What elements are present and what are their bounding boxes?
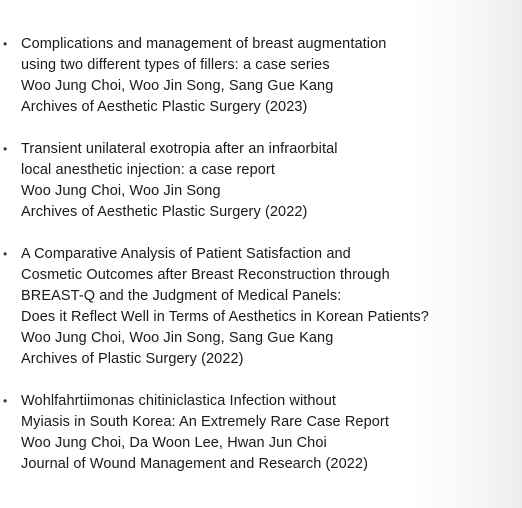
publication-authors: Woo Jung Choi, Woo Jin Song, Sang Gue Kang [21,78,334,94]
publication-item [0,34,522,118]
publication-title-line: BREAST-Q and the Judgment of Medical Panels: [21,288,342,304]
bullet-icon: • [3,247,8,261]
publication-authors: Woo Jung Choi, Woo Jin Song [21,183,221,199]
publication-title-line: A Comparative Analysis of Patient Satisfaction and [21,246,351,262]
publication-title-line: Transient unilateral exotropia after an infraorbital [21,141,338,157]
publication-title-line: using two different types of fillers: a case series [21,57,330,73]
bullet-icon: • [3,37,8,51]
publication-title-line: Myiasis in South Korea: An Extremely Rare Case Report [21,414,389,430]
bullet-icon: • [3,142,8,156]
publication-journal: Archives of Aesthetic Plastic Surgery (2022) [21,204,308,220]
publication-journal: Journal of Wound Management and Research (2022) [21,456,369,472]
publication-title-line: Wohlfahrtiimonas chitiniclastica Infection without [21,393,337,409]
publication-authors: Woo Jung Choi, Da Woon Lee, Hwan Jun Choi [21,435,327,451]
publication-item [0,139,522,223]
publication-title-line: Cosmetic Outcomes after Breast Reconstruction through [21,267,390,283]
publication-journal: Archives of Aesthetic Plastic Surgery (2023) [21,99,308,115]
bullet-icon: • [3,394,8,408]
publication-title-line: Complications and management of breast augmentation [21,36,387,52]
publication-item [0,244,522,370]
publication-item [0,391,522,475]
publication-authors: Woo Jung Choi, Woo Jin Song, Sang Gue Kang [21,330,334,346]
publication-journal: Archives of Plastic Surgery (2022) [21,351,244,367]
publication-list [0,34,522,496]
publication-title-line: local anesthetic injection: a case report [21,162,275,178]
publication-title-line: Does it Reflect Well in Terms of Aesthetics in Korean Patients? [21,309,429,325]
